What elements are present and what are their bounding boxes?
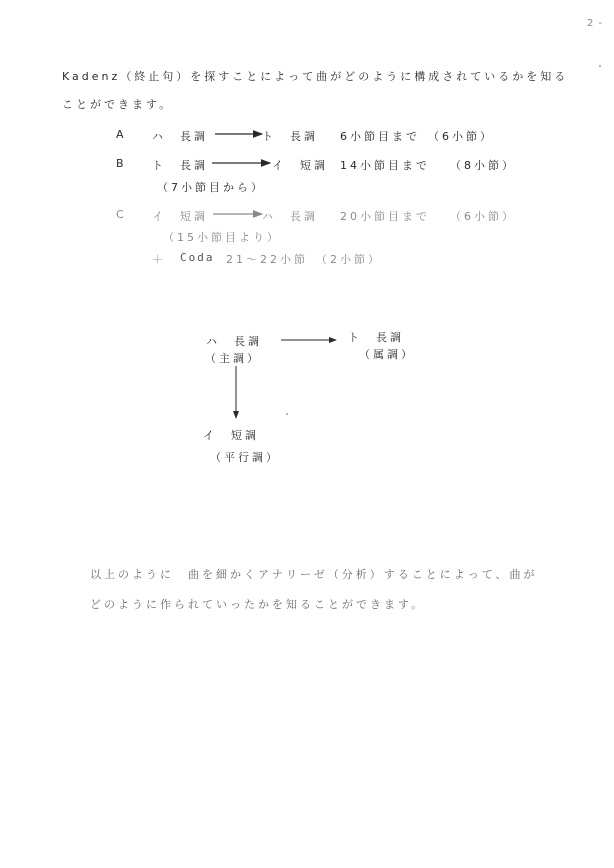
section-b-label: B bbox=[116, 157, 127, 170]
section-c-from-key: イ 短調 bbox=[152, 210, 208, 223]
page-number: 2 - bbox=[587, 18, 604, 29]
section-c-note: （15小節目より） bbox=[163, 231, 281, 244]
section-c-bars: （6小節） bbox=[450, 210, 516, 223]
conclusion-line-1: 以上のように 曲を細かくアナリーゼ（分析）することによって、曲が bbox=[90, 568, 538, 581]
section-a-from-key: ハ 長調 bbox=[152, 130, 208, 143]
coda-symbol: ＋ bbox=[152, 253, 166, 266]
stray-dot bbox=[286, 413, 288, 415]
section-c-range: 20小節目まで bbox=[340, 210, 430, 223]
section-b-from-key: ト 長調 bbox=[152, 159, 208, 172]
section-b-range: 14小節目まで bbox=[340, 159, 430, 172]
intro-line-1: Kadenz（終止句）を探すことによって曲がどのように構成されているかを知る bbox=[62, 70, 569, 83]
coda-label: Coda bbox=[180, 251, 215, 264]
section-c-to-key: ハ 長調 bbox=[262, 210, 318, 223]
diagram-dominant-role: （属調） bbox=[359, 348, 415, 361]
diagram-relative-role: （平行調） bbox=[210, 451, 280, 464]
section-b-note: （7小節目から） bbox=[157, 181, 265, 194]
section-c-label: C bbox=[116, 208, 127, 221]
coda-range: 21〜22小節 bbox=[226, 253, 308, 266]
coda-bars: （2小節） bbox=[316, 253, 382, 266]
section-b-to-key: イ 短調 bbox=[272, 159, 328, 172]
section-a-to-key: ト 長調 bbox=[262, 130, 318, 143]
section-a-label: A bbox=[116, 128, 127, 141]
diagram-main-key: ハ 長調 bbox=[206, 335, 262, 348]
diagram-relative-key: イ 短調 bbox=[203, 429, 259, 442]
diagram-dominant-key: ト 長調 bbox=[348, 331, 404, 344]
section-b-bars: （8小節） bbox=[450, 159, 516, 172]
stray-dot bbox=[599, 65, 601, 67]
diagram-main-role: （主調） bbox=[205, 352, 261, 365]
conclusion-line-2: どのように作られていったかを知ることができます。 bbox=[90, 598, 426, 611]
intro-line-2: ことができます。 bbox=[62, 98, 174, 111]
section-a-bars: （6小節） bbox=[428, 130, 494, 143]
section-a-range: 6小節目まで bbox=[340, 130, 420, 143]
